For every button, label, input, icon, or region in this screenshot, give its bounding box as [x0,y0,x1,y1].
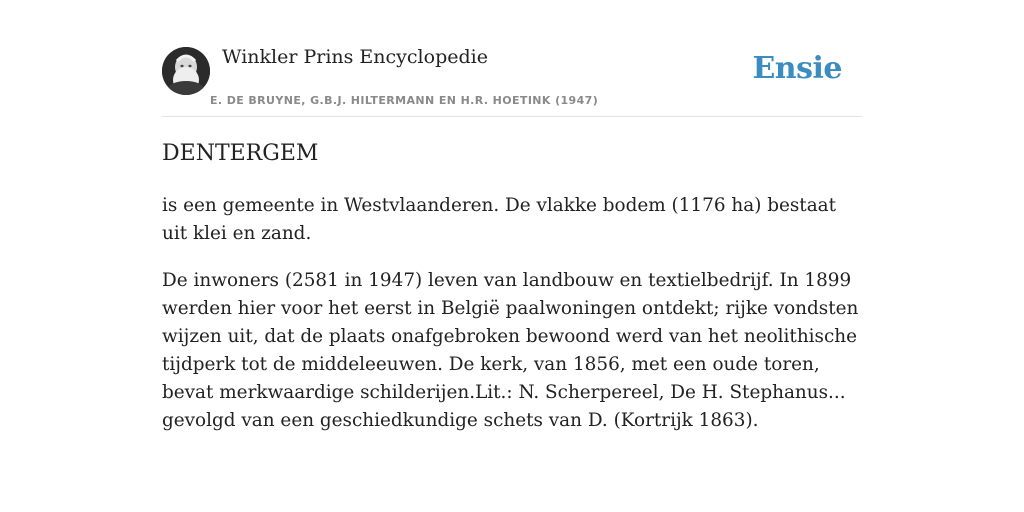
content-container [162,0,862,431]
source-title[interactable]: Winkler Prins Encyclopedie [222,46,488,68]
header [162,0,862,117]
entry-paragraph: is een gemeente in Westvlaanderen. De vlakke bodem (1176 ha) bestaat uit klei en zand. [162,195,837,244]
entry-paragraph: De inwoners (2581 in 1947) leven van landbouw en textielbedrijf. In 1899 werden hier voor het eerst in België paalwoningen ontdekt; rijke vondsten wijzen uit, dat de plaats onafgebroken bewoond werd van het neolithische tijdperk tot de middeleeuwen. De kerk, van 1856, met een oude toren, bevat merkwaardige schilderijen.Lit.: N. Scherpereel, De H. Stephanus... gevolgd van een geschiedkundige schets van D. (Kortrijk 1863). [162,270,859,431]
brand-logo[interactable]: Ensie [752,51,842,86]
author-portrait-icon[interactable] [162,47,210,95]
authors-byline: E. DE BRUYNE, G.B.J. HILTERMANN EN H.R. HOETINK (1947) [210,94,599,107]
entry-body [162,192,862,454]
entry-title: DENTERGEM [162,141,319,166]
